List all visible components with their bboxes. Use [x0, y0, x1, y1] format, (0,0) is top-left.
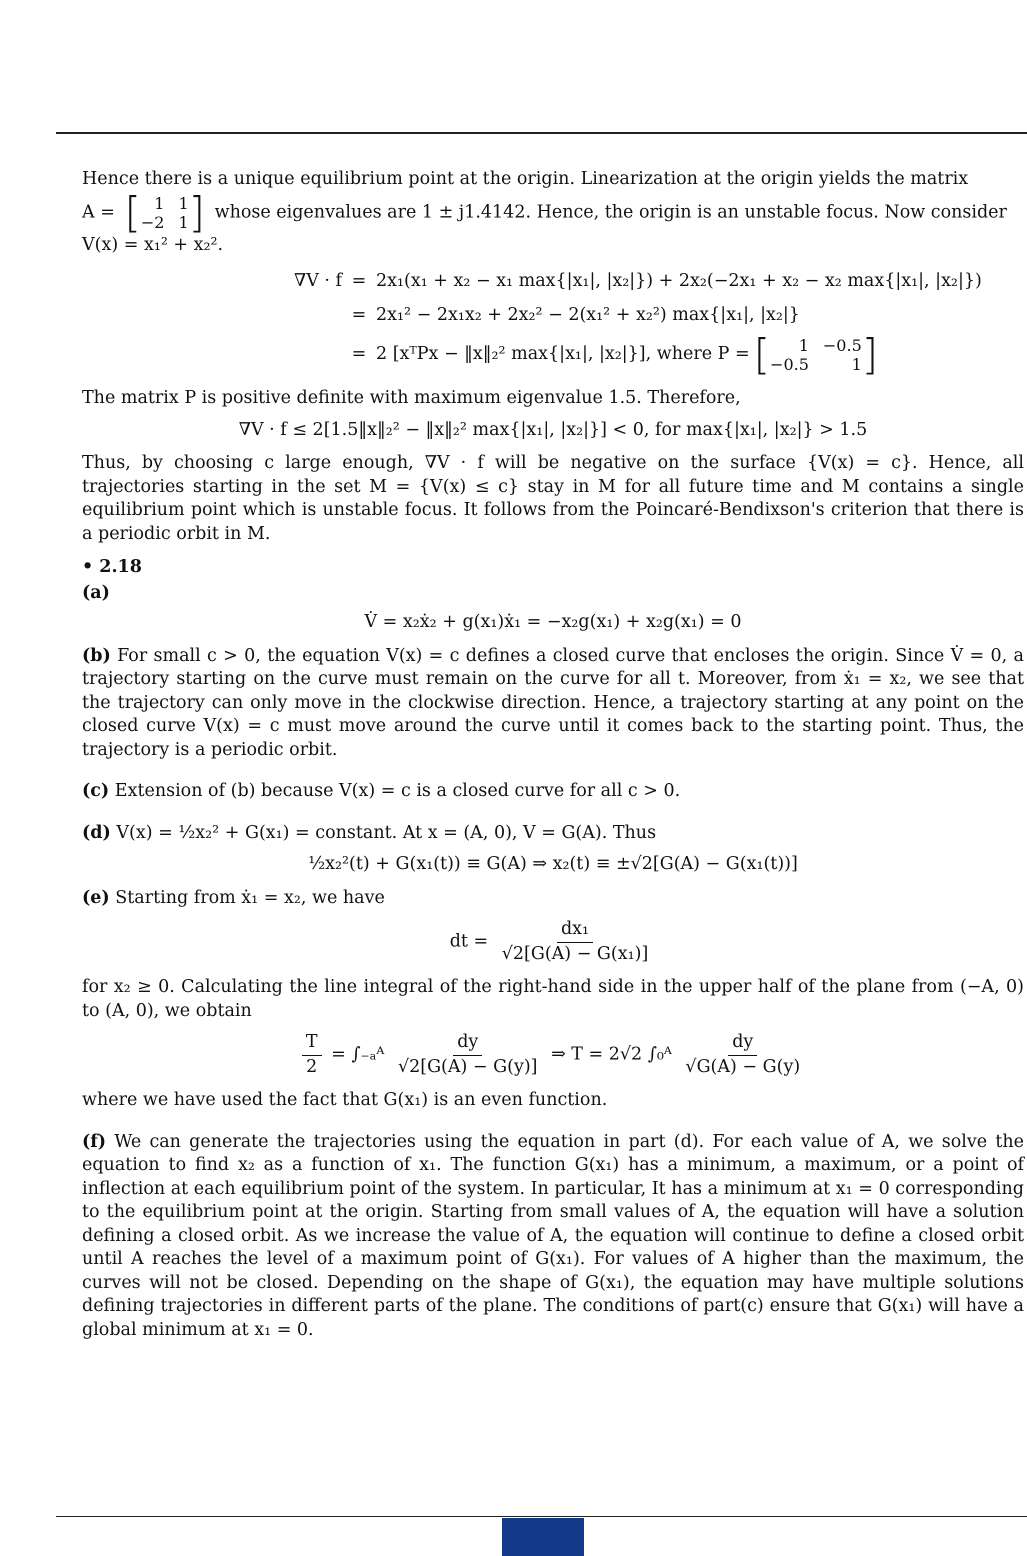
- section-heading: • 2.18: [82, 557, 142, 577]
- equation-dt: dt = $\frac{\text{dx₁}}{\text{√2[G(A) − G(x₁)]}}$: [449, 919, 649, 964]
- equation-d: ½x₂²(t) + G(x₁(t)) ≡ G(A) ⇒ x₂(t) ≡ ±√2[G(A) − G(x₁(t))]: [308, 854, 798, 874]
- part-d: (d) V(x) = ½x₂² + G(x₁) = constant. At x = (A, 0), V = G(A). Thus: [82, 822, 657, 843]
- page-number-box: [502, 1518, 584, 1556]
- paragraph-linearization: Hence there is a unique equilibrium point at the origin. Linearization at the origin yields the matrix A = [ 1 1 −2 1 ] whose eigenvalues are 1 ± j1.4142. Hence, the origin is an unstable focus. Now consider V(x) = x₁² + x₂².: [82, 169, 1007, 255]
- part-e-text3: where we have used the fact that G(x₁) is an even function.: [82, 1090, 608, 1110]
- paragraph-poincare: Thus, by choosing c large enough, ∇V · f will be negative on the surface {V(x) = c}. Hence, all trajectories starting in the set M = {V(x) ≤ c} stay in M for all future time and M contains a single equilibrium point which is unstable focus. It follows from the Poincaré-Bendixson's criterion that there is a periodic orbit in M.: [82, 453, 1024, 544]
- part-a-label: (a): [82, 582, 110, 603]
- part-b: (b) For small c > 0, the equation V(x) = c defines a closed curve that encloses the origin. Since V̇ = 0, a trajectory starting on the curve must remain on the curve for all t. Moreover, from ẋ₁ = x₂, we see that the trajectory can only move in the clockwise direction. Hence, a trajectory starting at any point on the closed curve V(x) = c must move around the curve until it comes back to the starting point. Thus, the trajectory is a periodic orbit.: [82, 645, 1024, 760]
- part-c: (c) Extension of (b) because V(x) = c is a closed curve for all c > 0.: [82, 781, 681, 801]
- paragraph-positive-definite: The matrix P is positive definite with maximum eigenvalue 1.5. Therefore,: [82, 388, 741, 408]
- matrix-a-label: A =: [82, 202, 115, 222]
- inequality: ∇V · f ≤ 2[1.5‖x‖₂² − ‖x‖₂² max{|x₁|, |x₂|}] < 0, for max{|x₁|, |x₂|} > 1.5: [238, 419, 868, 440]
- matrix-p: [ 1 −0.5 −0.5 1 ]: [753, 330, 879, 379]
- footer-rule: [56, 1516, 1027, 1517]
- part-f: (f) We can generate the trajectories using the equation in part (d). For each value of A, we solve the equation to find x₂ as a function of x₁. The function G(x₁) has a minimum, a maximum, or a point of inflection at each equilibrium point of the system. In particular, It has a minimum at x₁ = 0 corresponding to the equilibrium point at the origin. Starting from small values of A, the equation will have a solution defining a closed orbit. As we increase the value of A, the equation will continue to define a closed orbit until A reaches the level of a maximum point of G(x₁). For values of A higher than the maximum, the curves will not be closed. Depending on the shape of G(x₁), the equation may have multiple solutions defining trajectories in different parts of the plane. The conditions of part(c) ensure that G(x₁) will have a global minimum at x₁ = 0.: [82, 1131, 1024, 1340]
- gradient-derivation: ∇V · f = 2x₁(x₁ + x₂ − x₁ max{|x₁|, |x₂|}) + 2x₂(−2x₁ + x₂ − x₂ max{|x₁|, |x₂|}) = 2x₁² − 2x₁x₂ + 2x₂² − 2(x₁² + x₂²) max{|x₁|, |x₂|} = 2 [xᵀPx − ‖x‖₂² max{|x₁|, |x₂|}], where P = [ 1 −0.5 −0.5 1 ]: [293, 271, 982, 379]
- page-content: [82, 168, 1024, 1350]
- matrix-a: [ 1 1 −2 1 ]: [124, 187, 206, 237]
- equation-period: $\frac{T}{2}$ = ∫₋ₐᴬ $\frac{dy}{√2[G(A) - G(y)]}$ ⇒ T = 2√2 ∫₀ᴬ $\frac{dy}{√G(A) - G(y)}$: [82, 1031, 1024, 1079]
- lyapunov-def: V(x) = x₁² + x₂².: [82, 234, 224, 255]
- header-rule: [56, 132, 1027, 134]
- part-e-text2: for x₂ ≥ 0. Calculating the line integral of the right-hand side in the upper half of the plane from (−A, 0) to (A, 0), we obtain: [82, 977, 1024, 1021]
- part-e: (e) Starting from ẋ₁ = x₂, we have: [82, 887, 385, 908]
- equation-a: V̇ = x₂ẋ₂ + g(x₁)ẋ₁ = −x₂g(x₁) + x₂g(x₁) = 0: [364, 612, 742, 632]
